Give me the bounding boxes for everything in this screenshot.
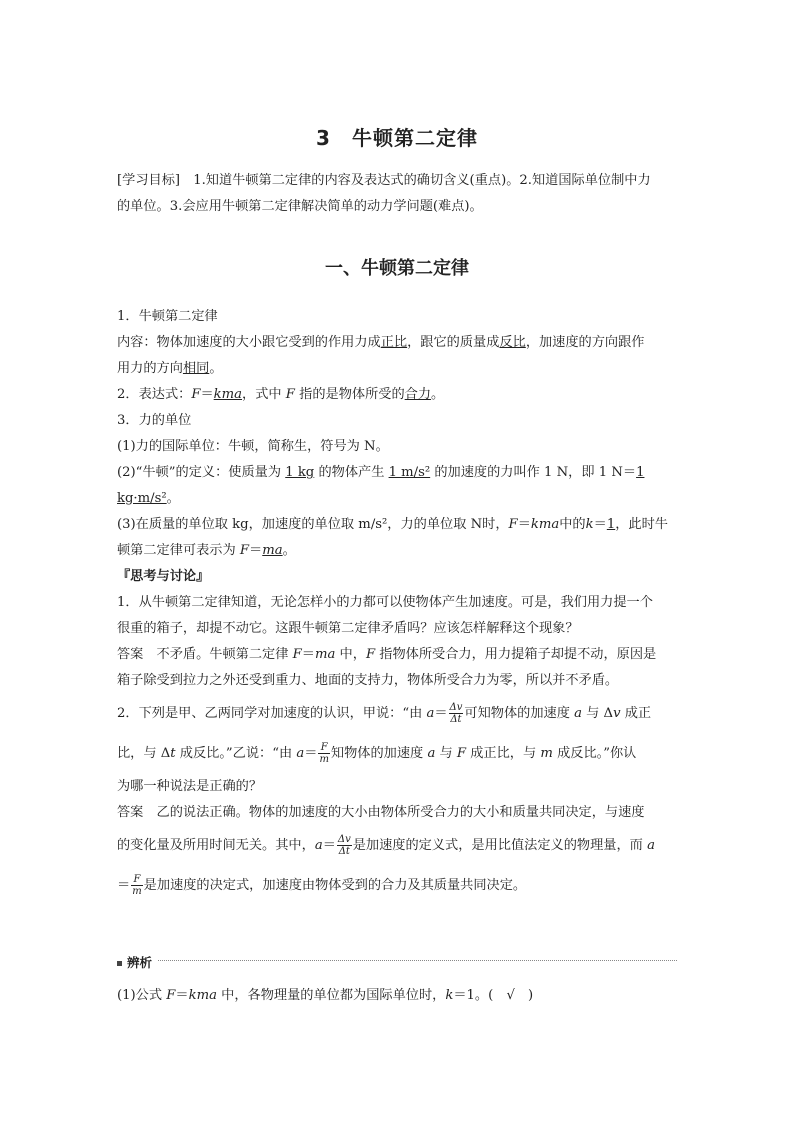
blank-answer: 合力 (404, 387, 432, 402)
bianxi-label (117, 953, 158, 971)
text: (2)“牛顿”的定义：使质量为 (117, 465, 286, 480)
text: (3)在质量的单位取 kg，加速度的单位取 m/s²，力的单位取 N时， (117, 517, 509, 532)
answer-2-line-3 (117, 866, 679, 906)
text: 内容：物体加速度的大小跟它受到的作用力成 (117, 335, 381, 350)
formula-var: F (508, 517, 518, 532)
formula-var: F (166, 988, 176, 1003)
fraction-f-m (131, 874, 142, 897)
formula-var: a (314, 838, 323, 853)
formula-var: kma (530, 517, 560, 532)
text: ＝1。( √ ) (453, 988, 534, 1003)
formula-var: a (647, 838, 655, 853)
text: 。 (209, 361, 223, 376)
formula-var: v (613, 706, 621, 721)
answer-1-line-1 (117, 642, 679, 668)
text: 的加速度的力叫作 1 N，即 1 N＝ (430, 465, 637, 480)
blank-answer: 1 kg (285, 465, 315, 480)
formula-var: F (239, 543, 250, 558)
question-2-line-2 (117, 734, 679, 774)
text: ，加速度的方向跟作 (525, 335, 645, 350)
numerator: F (318, 742, 329, 754)
text: 与 Δ (581, 706, 614, 721)
point-1-heading: 1．牛顿第二定律 (117, 309, 218, 324)
fraction-dv-dt (337, 834, 352, 857)
text: 中， (335, 647, 366, 662)
text: 的物体产生 (314, 465, 389, 480)
text: ，跟它的质量成 (407, 335, 500, 350)
fraction-dv-dt (449, 702, 464, 725)
text: 成正比，与 (466, 746, 541, 761)
text: 是加速度的决定式，加速度由物体受到的合力及其质量共同决定。 (143, 878, 527, 893)
formula-var: a (574, 706, 582, 721)
text: ＝ (517, 517, 531, 532)
numerator: Δv (337, 834, 351, 845)
blank-answer: 正比 (380, 335, 408, 350)
text: 指的是物体所受的 (294, 387, 405, 402)
goals-line-2: 的单位。3.会应用牛顿第二定律解决简单的动力学问题(难点)。 (117, 199, 483, 214)
blank-answer: 1 (606, 517, 616, 532)
numerator: Δv (449, 702, 463, 713)
point-3-line-1: (1)力的国际单位：牛顿，简称生，符号为 N。 (117, 439, 389, 454)
formula-var: F (285, 387, 295, 402)
point-1-content-line-1 (117, 330, 679, 356)
numerator: F (131, 874, 142, 886)
text: 用力的方向 (117, 361, 183, 376)
formula-var: t (170, 746, 176, 761)
text: 与 (435, 746, 457, 761)
fraction-f-m (318, 742, 329, 765)
point-2-expression (117, 382, 679, 408)
question-1-line-2: 很重的箱子，却提不动它。这跟牛顿第二定律矛盾吗？应该怎样解释这个现象？ (117, 621, 579, 636)
learning-goals (117, 168, 679, 220)
blank-answer: 1 (636, 465, 645, 480)
text: 成反比。”你认 (552, 746, 637, 761)
judge-item-1 (117, 983, 679, 1009)
section-divider (117, 960, 677, 962)
formula-var: m (540, 746, 553, 761)
blank-answer: kma (213, 387, 243, 402)
section-body (117, 304, 679, 906)
text: ＝ (434, 706, 448, 721)
formula-var: k (445, 988, 454, 1003)
blank-answer: 1 m/s² (388, 465, 431, 480)
text: ＝ (301, 647, 315, 662)
blank-answer: ma (262, 543, 283, 558)
answer-2-line-1: 答案 乙的说法正确。物体的加速度的大小由物体所受合力的大小和质量共同决定，与速度 (117, 805, 645, 820)
text: ＝ (304, 746, 318, 761)
text: 指物体所受合力，用力提箱子却提不动，原因是 (375, 647, 657, 662)
text: 2．下列是甲、乙两同学对加速度的认识，甲说：“由 (117, 706, 427, 721)
point-3-line-2 (117, 460, 679, 486)
formula-var: k (585, 517, 594, 532)
square-bullet-icon (117, 961, 122, 966)
question-1-line-1: 1．从牛顿第二定律知道，无论怎样小的力都可以使物体产生加速度。可是，我们用力提一个 (117, 595, 653, 610)
formula-var: F (191, 387, 201, 402)
text: ，此时牛 (615, 517, 668, 532)
formula-var: a (426, 706, 435, 721)
question-2-line-1 (117, 694, 679, 734)
text: 答案 不矛盾。牛顿第二定律 (117, 647, 293, 662)
text: ＝ (322, 838, 336, 853)
formula-var: kma (188, 988, 217, 1003)
point-3-line-4 (117, 512, 679, 538)
formula-var: ma (314, 647, 336, 662)
text: (1)公式 (117, 988, 167, 1003)
denominator: m (132, 886, 142, 897)
text: ＝ (175, 988, 189, 1003)
denominator: m (319, 754, 329, 765)
point-1-content-line-2 (117, 356, 679, 382)
text: 可知物体的加速度 (464, 706, 575, 721)
goals-line-1: [学习目标] 1.知道牛顿第二定律的内容及表达式的确切含义(重点)。2.知道国际单位制中力 (117, 173, 651, 188)
text: 中，各物理量的单位都为国际单位时， (216, 988, 446, 1003)
judge-section (117, 983, 679, 1009)
point-3-heading: 3．力的单位 (117, 413, 192, 428)
formula-var: a (296, 746, 305, 761)
denominator: Δt (450, 714, 462, 725)
formula-var: a (427, 746, 436, 761)
text: 2．表达式： (117, 387, 192, 402)
answer-2-line-2 (117, 826, 679, 866)
text: 。 (282, 543, 296, 558)
text: 成正 (620, 706, 652, 721)
point-3-line-5 (117, 538, 679, 564)
text: 比，与 Δ (117, 746, 171, 761)
text: ＝ (200, 387, 214, 402)
formula-var: F (365, 647, 376, 662)
text: ＝ (117, 878, 131, 893)
bianxi-text: 辨析 (127, 955, 153, 970)
question-2-line-3: 为哪一种说法是正确的？ (117, 779, 263, 794)
text: 。 (166, 491, 180, 506)
blank-answer: 相同 (182, 361, 210, 376)
text: 是加速度的定义式，是用比值法定义的物理量，而 (352, 838, 648, 853)
formula-var: F (292, 647, 302, 662)
text: 顿第二定律可表示为 (117, 543, 240, 558)
point-3-line-3 (117, 486, 679, 512)
text: 中的 (559, 517, 586, 532)
think-heading: 『思考与讨论』 (117, 569, 210, 584)
text: 的变化量及所用时间无关。其中， (117, 838, 315, 853)
answer-1-line-2: 箱子除受到拉力之外还受到重力、地面的支持力，物体所受合力为零，所以并不矛盾。 (117, 673, 619, 688)
denominator: Δt (338, 846, 350, 857)
text: 知物体的加速度 (330, 746, 428, 761)
text: ＝ (593, 517, 607, 532)
text: 。 (431, 387, 445, 402)
text: ＝ (249, 543, 263, 558)
page-title: 3 牛顿第二定律 (316, 126, 478, 150)
section-heading: 一、牛顿第二定律 (325, 258, 469, 279)
blank-answer: kg·m/s² (117, 491, 167, 506)
text: 成反比。”乙说：“由 (175, 746, 297, 761)
text: ，式中 (242, 387, 286, 402)
blank-answer: 反比 (499, 335, 526, 350)
formula-var: F (456, 746, 467, 761)
